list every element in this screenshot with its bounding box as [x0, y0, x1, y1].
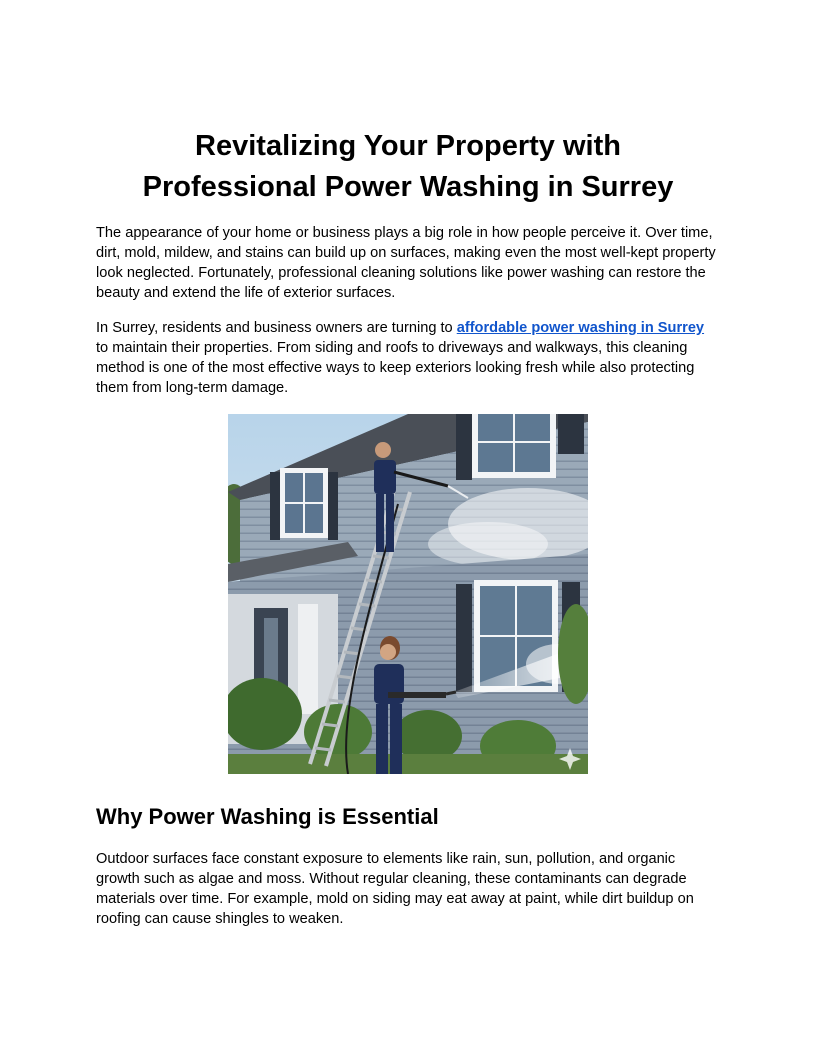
power-washing-link[interactable]: affordable power washing in Surrey: [456, 320, 705, 336]
page-title: [96, 126, 720, 208]
section-paragraph: Outdoor surfaces face constant exposure to elements like rain, sun, pollution, and organic growth such as algae and moss. Without regular cleaning, these contaminants can degrade materials over time. For example, mold on siding may eat away at paint, while dirt buildup on roofing can cause shingles to weaken.: [96, 851, 694, 927]
second-paragraph: [96, 318, 720, 398]
power-washing-photo: [228, 414, 588, 774]
second-paragraph-end: to maintain their properties. From siding and roofs to driveways and walkways, this cleaning method is one of the most effective ways to keep exteriors looking fresh while also protecting them from long-term damage.: [96, 340, 695, 396]
intro-paragraph: The appearance of your home or business plays a big role in how people perceive it. Over time, dirt, mold, mildew, and stains can build up on surfaces, making even the most well-kept property look neglected. Fortunately, professional cleaning solutions like power washing can restore the beauty and extend the life of exterior surfaces.: [96, 225, 716, 301]
section-heading: Why Power Washing is Essential: [96, 804, 439, 829]
title-line-1: Revitalizing Your Property with: [195, 130, 621, 162]
second-paragraph-start: In Surrey, residents and business owners are turning to: [96, 320, 457, 336]
title-line-2: Professional Power Washing in Surrey: [142, 171, 674, 203]
